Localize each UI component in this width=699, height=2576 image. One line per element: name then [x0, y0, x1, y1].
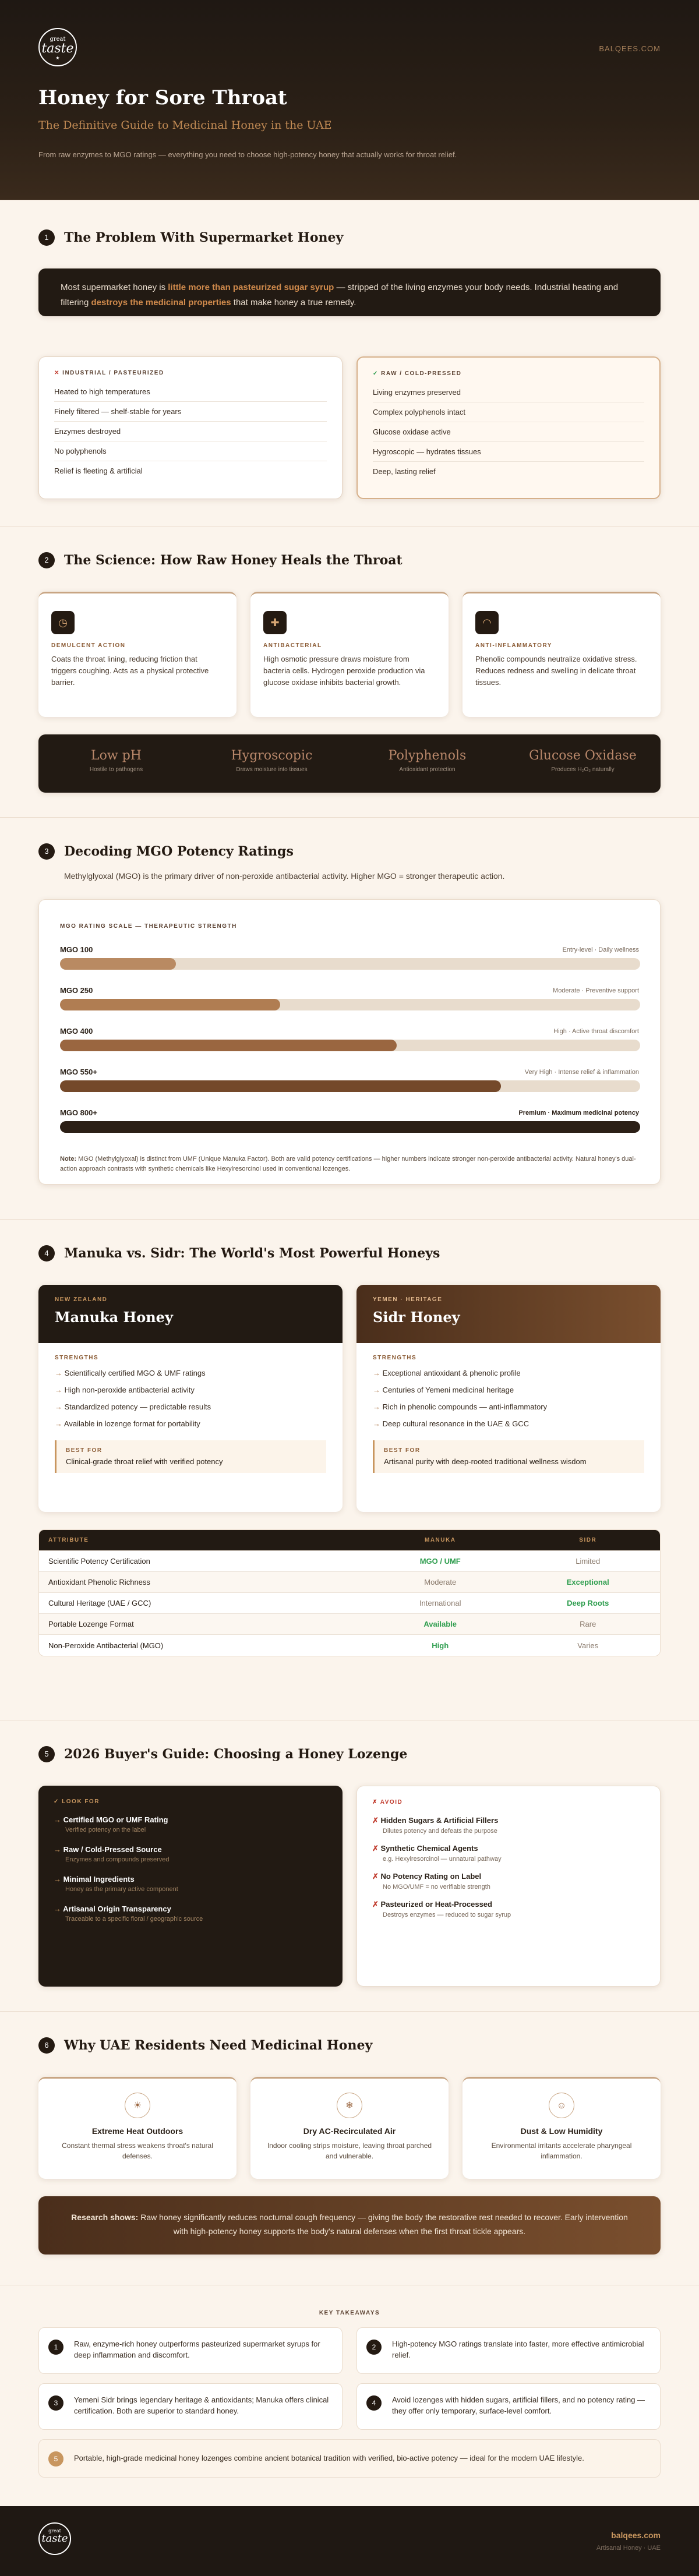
- table-cell: Non-Peroxide Antibacterial (MGO): [48, 1641, 164, 1650]
- comparison-table: [38, 1529, 661, 1656]
- bar-fill: [60, 958, 176, 970]
- section-takeaways: [0, 2285, 699, 2506]
- card-text: Constant thermal stress weakens throat's natural defenses.: [62, 2142, 213, 2160]
- strength-text: Rich in phenolic compounds — anti-inflammatory: [382, 1402, 548, 1411]
- callout-text: — stripped of the living enzymes your body needs. Industrial heating and filtering: [61, 282, 619, 308]
- table-cell: Scientific Potency Certification: [48, 1557, 150, 1566]
- section-number: 1: [38, 229, 55, 246]
- arrow-icon: →: [373, 1386, 383, 1394]
- strengths-label: STRENGTHS: [373, 1355, 417, 1361]
- bar-fill: [60, 1121, 640, 1133]
- section-uae: [0, 2011, 699, 2285]
- cross-icon: ✗: [372, 1872, 381, 1881]
- science-stats-bar: [38, 734, 661, 793]
- takeaway-text: Avoid lozenges with hidden sugars, artificial fillers, and no potency rating — they offer only temporary, surface-level comfort.: [392, 2395, 645, 2415]
- footer-site-link[interactable]: balqees.com: [611, 2531, 661, 2540]
- section-heading: [38, 552, 403, 568]
- list-item: Living enzymes preserved: [373, 383, 644, 402]
- section-problem: [0, 200, 699, 526]
- stat-item: [350, 734, 505, 793]
- science-card: [463, 592, 661, 717]
- look-for-label: ✓ LOOK FOR: [54, 1798, 100, 1805]
- arrow-icon: →: [55, 1369, 65, 1377]
- section-title: Manuka vs. Sidr: The World's Most Powerful Honeys: [64, 1246, 440, 1261]
- section-title: Why UAE Residents Need Medicinal Honey: [64, 2038, 373, 2053]
- strength-text: Scientifically certified MGO & UMF ratings: [64, 1369, 206, 1377]
- item-desc: Enzymes and compounds preserved: [65, 1856, 170, 1863]
- strength-item: [373, 1365, 644, 1381]
- stat-value: Polyphenols: [388, 748, 467, 763]
- honey-name: Sidr Honey: [373, 1309, 460, 1326]
- item-title: Pasteurized or Heat-Processed: [380, 1900, 492, 1909]
- stat-item: [38, 734, 194, 793]
- uae-card: [463, 2077, 661, 2179]
- table-cell: Cultural Heritage (UAE / GCC): [48, 1599, 151, 1607]
- takeaway-number: 1: [48, 2340, 63, 2355]
- strength-item: [55, 1398, 326, 1415]
- list-item: Finely filtered — shelf-stable for years: [54, 402, 327, 422]
- takeaway-card: [356, 2383, 661, 2430]
- section-buyers-guide: [0, 1720, 699, 2011]
- table-cell: International: [419, 1599, 461, 1607]
- look-item: [54, 1815, 327, 1833]
- arrow-icon: →: [373, 1402, 383, 1411]
- stat-item: [194, 734, 350, 793]
- raw-label: [373, 370, 644, 377]
- sidr-header: [356, 1285, 661, 1343]
- arrow-icon: →: [373, 1419, 383, 1428]
- strength-item: [55, 1415, 326, 1432]
- arrow-icon: →: [55, 1386, 65, 1394]
- note-label: Note:: [60, 1156, 77, 1162]
- best-for-box: [55, 1440, 326, 1473]
- strength-text: Available in lozenge format for portability: [63, 1419, 200, 1428]
- bar-label: MGO 250: [60, 986, 93, 995]
- arrow-icon: →: [54, 1845, 63, 1854]
- table-cell: MGO / UMF: [419, 1557, 461, 1566]
- bar-desc: Very High · Intense relief & inflammation: [524, 1069, 639, 1076]
- list-item: Complex polyphenols intact: [373, 402, 644, 422]
- mgo-note: [60, 1154, 640, 1174]
- card-text: High osmotic pressure draws moisture from bacteria cells. Hydrogen peroxide production via glucose oxidase inhibits bacterial growth.: [263, 655, 425, 687]
- page-header: [0, 0, 699, 200]
- col-header: SIDR: [579, 1537, 597, 1543]
- raw-label-text: RAW / COLD-PRESSED: [381, 370, 462, 377]
- sidr-body: [356, 1343, 661, 1485]
- item-desc: Destroys enzymes — reduced to sugar syrup: [383, 1911, 511, 1918]
- table-cell: Exceptional: [566, 1578, 609, 1586]
- avoid-item: [372, 1816, 645, 1835]
- card-title: Dust & Low Humidity: [520, 2126, 603, 2136]
- table-row: [39, 1572, 660, 1593]
- table-cell: Portable Lozenge Format: [48, 1620, 134, 1628]
- section-number: 4: [38, 1245, 55, 1262]
- sun-icon: ☀: [125, 2093, 150, 2118]
- col-header: MANUKA: [424, 1537, 456, 1543]
- stat-value: Hygroscopic: [231, 748, 313, 763]
- item-title: Synthetic Chemical Agents: [380, 1844, 478, 1853]
- avoid-label: ✗ AVOID: [372, 1799, 403, 1805]
- science-card: [250, 592, 449, 717]
- takeaway-card: [38, 2383, 343, 2430]
- section-heading: [38, 2037, 372, 2054]
- stat-item: [505, 734, 661, 793]
- takeaway-card: [38, 2439, 661, 2478]
- takeaway-text: Raw, enzyme-rich honey outperforms pasteurized supermarket syrups for deep inflammation and discomfort.: [74, 2340, 320, 2359]
- bar-track: [60, 999, 640, 1010]
- arrow-icon: →: [55, 1402, 65, 1411]
- footer-subtitle: Artisanal Honey · UAE: [596, 2545, 661, 2552]
- section-number: 2: [38, 552, 55, 568]
- section-lead: Methylglyoxal (MGO) is the primary driver of non-peroxide antibacterial activity. Higher MGO = stronger therapeutic action.: [64, 871, 505, 881]
- section-science: [0, 526, 699, 817]
- takeaway-card: [38, 2327, 343, 2374]
- snowflake-icon: ❄: [337, 2093, 362, 2118]
- bar-desc: High · Active throat discomfort: [553, 1028, 639, 1035]
- cross-icon: ✗: [372, 1844, 381, 1853]
- page-footer: [0, 2506, 699, 2576]
- list-item: Heated to high temperatures: [54, 382, 327, 402]
- sidr-card: [356, 1285, 661, 1512]
- table-cell: Deep Roots: [567, 1599, 609, 1607]
- list-item: No polyphenols: [54, 441, 327, 461]
- col-header: ATTRIBUTE: [48, 1537, 89, 1543]
- intro-text: From raw enzymes to MGO ratings — everything you need to choose high-potency honey that actually works for throat relief.: [38, 150, 457, 159]
- table-row: [39, 1593, 660, 1614]
- uae-card: [250, 2077, 449, 2179]
- bar-track: [60, 1040, 640, 1051]
- look-item: [54, 1904, 327, 1923]
- card-title: Dry AC-Recirculated Air: [303, 2126, 396, 2136]
- look-item: [54, 1845, 327, 1863]
- avoid-item: [372, 1900, 645, 1918]
- bar-desc: Entry-level · Daily wellness: [562, 946, 639, 953]
- section-heading: [38, 1245, 440, 1262]
- shield-icon: ✚: [263, 611, 287, 634]
- item-desc: Dilutes potency and defeats the purpose: [383, 1828, 497, 1835]
- takeaway-text: Portable, high-grade medicinal honey lozenges combine ancient botanical tradition with verified, bio-active potency — ideal for the modern UAE lifestyle.: [74, 2454, 584, 2462]
- section-manuka-sidr: [0, 1219, 699, 1720]
- logo-main-text: taste: [41, 2532, 68, 2545]
- card-label: ANTI-INFLAMMATORY: [475, 642, 552, 649]
- arrow-icon: →: [54, 1815, 63, 1824]
- strength-item: [373, 1415, 644, 1432]
- stat-desc: Hostile to pathogens: [89, 766, 143, 773]
- logo-main-text: taste: [41, 41, 74, 56]
- manuka-body: [38, 1343, 343, 1485]
- section-number: 3: [38, 843, 55, 860]
- takeaway-number: 3: [48, 2395, 63, 2411]
- callout-highlight: little more than pasteurized sugar syrup: [168, 282, 334, 292]
- list-item: Relief is fleeting & artificial: [54, 467, 143, 475]
- best-for-label: BEST FOR: [384, 1447, 421, 1454]
- takeaway-text: Yemeni Sidr brings legendary heritage & antioxidants; Manuka offers clinical certification. Both are superior to standard honey.: [74, 2395, 329, 2415]
- card-text: Coats the throat lining, reducing friction that triggers coughing. Acts as a physical protective barrier.: [51, 655, 209, 687]
- note-text: MGO (Methylglyoxal) is distinct from UMF (Unique Manuka Factor). Both are valid potency certifications — higher numbers indicate stronger non-peroxide antibacterial activity. Natural honey's dual-action approach contrasts with synthetic chemicals like Hexylresorcinol used in conventional lozenges.: [60, 1156, 636, 1172]
- table-cell: High: [432, 1641, 449, 1650]
- takeaway-number: 2: [366, 2340, 382, 2355]
- arrow-icon: →: [54, 1904, 63, 1913]
- honey-name: Manuka Honey: [55, 1309, 173, 1326]
- item-desc: e.g. Hexylresorcinol — unnatural pathway: [383, 1856, 502, 1863]
- manuka-card: [38, 1285, 343, 1512]
- section-title: Decoding MGO Potency Ratings: [64, 844, 294, 859]
- section-heading: [38, 229, 343, 246]
- best-for-label: BEST FOR: [66, 1447, 103, 1454]
- strength-text: Standardized potency — predictable results: [64, 1402, 211, 1411]
- logo-top-text: great: [50, 36, 66, 43]
- site-link[interactable]: BALQEES.COM: [599, 44, 661, 53]
- strength-item: [55, 1365, 326, 1381]
- takeaway-card: [356, 2327, 661, 2374]
- bar-track: [60, 958, 640, 970]
- strength-text: Exceptional antioxidant & phenolic profile: [382, 1369, 521, 1377]
- check-icon: ✓: [373, 370, 382, 377]
- clock-icon: ◷: [51, 611, 75, 634]
- great-taste-logo: [38, 28, 77, 66]
- takeaway-number: 4: [366, 2395, 382, 2411]
- page-title: Honey for Sore Throat: [38, 86, 287, 109]
- takeaway-text: High-potency MGO ratings translate into faster, more effective antimicrobial relief.: [392, 2340, 644, 2359]
- section-heading: [38, 843, 294, 860]
- table-cell: Limited: [576, 1557, 601, 1566]
- card-label: ANTIBACTERIAL: [263, 642, 322, 649]
- table-cell: Moderate: [424, 1578, 457, 1586]
- problem-callout: [38, 268, 661, 316]
- card-text: Environmental irritants accelerate pharyngeal inflammation.: [491, 2142, 632, 2160]
- item-title: No Potency Rating on Label: [380, 1872, 482, 1881]
- bar-label: MGO 800+: [60, 1108, 97, 1117]
- strength-text: High non-peroxide antibacterial activity: [64, 1386, 195, 1394]
- great-taste-logo: [38, 2522, 71, 2555]
- section-mgo: [0, 817, 699, 1219]
- section-title: The Science: How Raw Honey Heals the Throat: [64, 553, 403, 568]
- table-row: [39, 1551, 660, 1572]
- scale-label: MGO RATING SCALE — THERAPEUTIC STRENGTH: [60, 923, 237, 930]
- manuka-header: [38, 1285, 343, 1343]
- research-callout: [38, 2196, 661, 2255]
- bar-track: [60, 1121, 640, 1133]
- list-item: Hygroscopic — hydrates tissues: [373, 442, 644, 462]
- callout-text: Most supermarket honey is: [61, 282, 168, 292]
- table-row: [39, 1614, 660, 1635]
- stat-desc: Antioxidant protection: [399, 766, 456, 773]
- table-cell: Antioxidant Phenolic Richness: [48, 1578, 150, 1586]
- takeaway-number: 5: [48, 2451, 63, 2467]
- logo-top-text: great: [48, 2528, 61, 2533]
- best-for-text: Clinical-grade throat relief with verified potency: [66, 1457, 223, 1466]
- origin-tag: YEMEN · HERITAGE: [373, 1296, 443, 1303]
- card-label: DEMULCENT ACTION: [51, 642, 126, 649]
- item-desc: Traceable to a specific floral / geographic source: [65, 1916, 203, 1923]
- strength-text: Deep cultural resonance in the UAE & GCC: [382, 1419, 529, 1428]
- table-cell: Rare: [580, 1620, 596, 1628]
- cross-icon: ✗: [372, 1900, 381, 1909]
- list-item: Deep, lasting relief: [373, 467, 436, 476]
- card-title: Extreme Heat Outdoors: [91, 2126, 183, 2136]
- industrial-label-text: INDUSTRIAL / PASTEURIZED: [62, 370, 164, 376]
- star-icon: ★: [55, 55, 60, 61]
- industrial-label: [54, 370, 327, 376]
- card-text: Phenolic compounds neutralize oxidative stress. Reduces redness and swelling in delicate throat tissues.: [475, 655, 637, 687]
- table-cell: Varies: [577, 1641, 599, 1650]
- table-header: [39, 1530, 660, 1551]
- bar-fill: [60, 1080, 501, 1092]
- raw-card: [356, 356, 661, 499]
- list-item: Enzymes destroyed: [54, 422, 327, 441]
- origin-tag: NEW ZEALAND: [55, 1296, 108, 1303]
- research-text: Raw honey significantly reduces nocturnal cough frequency — giving the body the restorative rest needed to recover. Early intervention with high-potency honey supports the body's natural defenses when the first throat tickle appears.: [138, 2213, 628, 2236]
- callout-highlight: destroys the medicinal properties: [91, 298, 231, 308]
- strength-item: [373, 1381, 644, 1398]
- avoid-card: [356, 1786, 661, 1987]
- look-item: [54, 1875, 327, 1893]
- table-cell: Available: [423, 1620, 457, 1628]
- avoid-item: [372, 1872, 645, 1891]
- bar-label: MGO 550+: [60, 1068, 97, 1076]
- uae-card: [38, 2077, 236, 2179]
- mgo-scale-card: [38, 899, 661, 1185]
- item-desc: No MGO/UMF = no verifiable strength: [383, 1884, 490, 1891]
- cross-icon: ✕: [54, 370, 63, 376]
- item-desc: Verified potency on the label: [65, 1826, 146, 1833]
- best-for-box: [373, 1440, 644, 1473]
- bar-track: [60, 1080, 640, 1092]
- stat-desc: Draws moisture into tissues: [236, 766, 308, 773]
- section-number: 5: [38, 1746, 55, 1762]
- item-title: Raw / Cold-Pressed Source: [63, 1845, 162, 1854]
- item-desc: Honey as the primary active component: [65, 1886, 178, 1893]
- callout-text: that make honey a true remedy.: [231, 298, 356, 308]
- arrow-icon: →: [54, 1875, 63, 1884]
- strength-item: [55, 1381, 326, 1398]
- takeaways-label: KEY TAKEAWAYS: [319, 2310, 380, 2316]
- strengths-label: STRENGTHS: [55, 1355, 99, 1361]
- section-number: 6: [38, 2037, 55, 2054]
- item-title: Certified MGO or UMF Rating: [63, 1815, 168, 1824]
- section-title: The Problem With Supermarket Honey: [64, 230, 344, 245]
- table-row: [39, 1635, 660, 1656]
- bar-desc: Moderate · Preventive support: [553, 987, 639, 994]
- stat-value: Glucose Oxidase: [529, 748, 637, 763]
- item-title: Artisanal Origin Transparency: [63, 1904, 171, 1913]
- bar-desc: Premium · Maximum medicinal potency: [518, 1109, 639, 1116]
- cross-icon: ✗: [372, 1816, 381, 1825]
- list-item: Glucose oxidase active: [373, 422, 644, 442]
- bar-fill: [60, 999, 280, 1010]
- section-title: 2026 Buyer's Guide: Choosing a Honey Lozenge: [64, 1747, 408, 1762]
- item-title: Hidden Sugars & Artificial Fillers: [380, 1816, 499, 1825]
- section-heading: [38, 1746, 407, 1762]
- card-text: Indoor cooling strips moisture, leaving throat parched and vulnerable.: [267, 2142, 432, 2160]
- page-subtitle: The Definitive Guide to Medicinal Honey in the UAE: [38, 119, 332, 132]
- flame-icon: ◠: [475, 611, 499, 634]
- arrow-icon: →: [373, 1369, 383, 1377]
- avoid-item: [372, 1844, 645, 1863]
- industrial-card: [38, 356, 343, 499]
- science-card: [38, 592, 236, 717]
- stat-desc: Produces H₂O₂ naturally: [551, 766, 615, 773]
- best-for-text: Artisanal purity with deep-rooted traditional wellness wisdom: [384, 1457, 587, 1466]
- stat-value: Low pH: [91, 748, 142, 763]
- dust-icon: ☺: [549, 2093, 574, 2118]
- bar-label: MGO 400: [60, 1027, 93, 1036]
- arrow-icon: →: [55, 1419, 64, 1428]
- bar-fill: [60, 1040, 397, 1051]
- item-title: Minimal Ingredients: [63, 1875, 135, 1884]
- look-for-card: [38, 1786, 343, 1987]
- strength-item: [373, 1398, 644, 1415]
- bar-label: MGO 100: [60, 945, 93, 954]
- strength-text: Centuries of Yemeni medicinal heritage: [382, 1386, 514, 1394]
- research-label: Research shows:: [71, 2213, 139, 2222]
